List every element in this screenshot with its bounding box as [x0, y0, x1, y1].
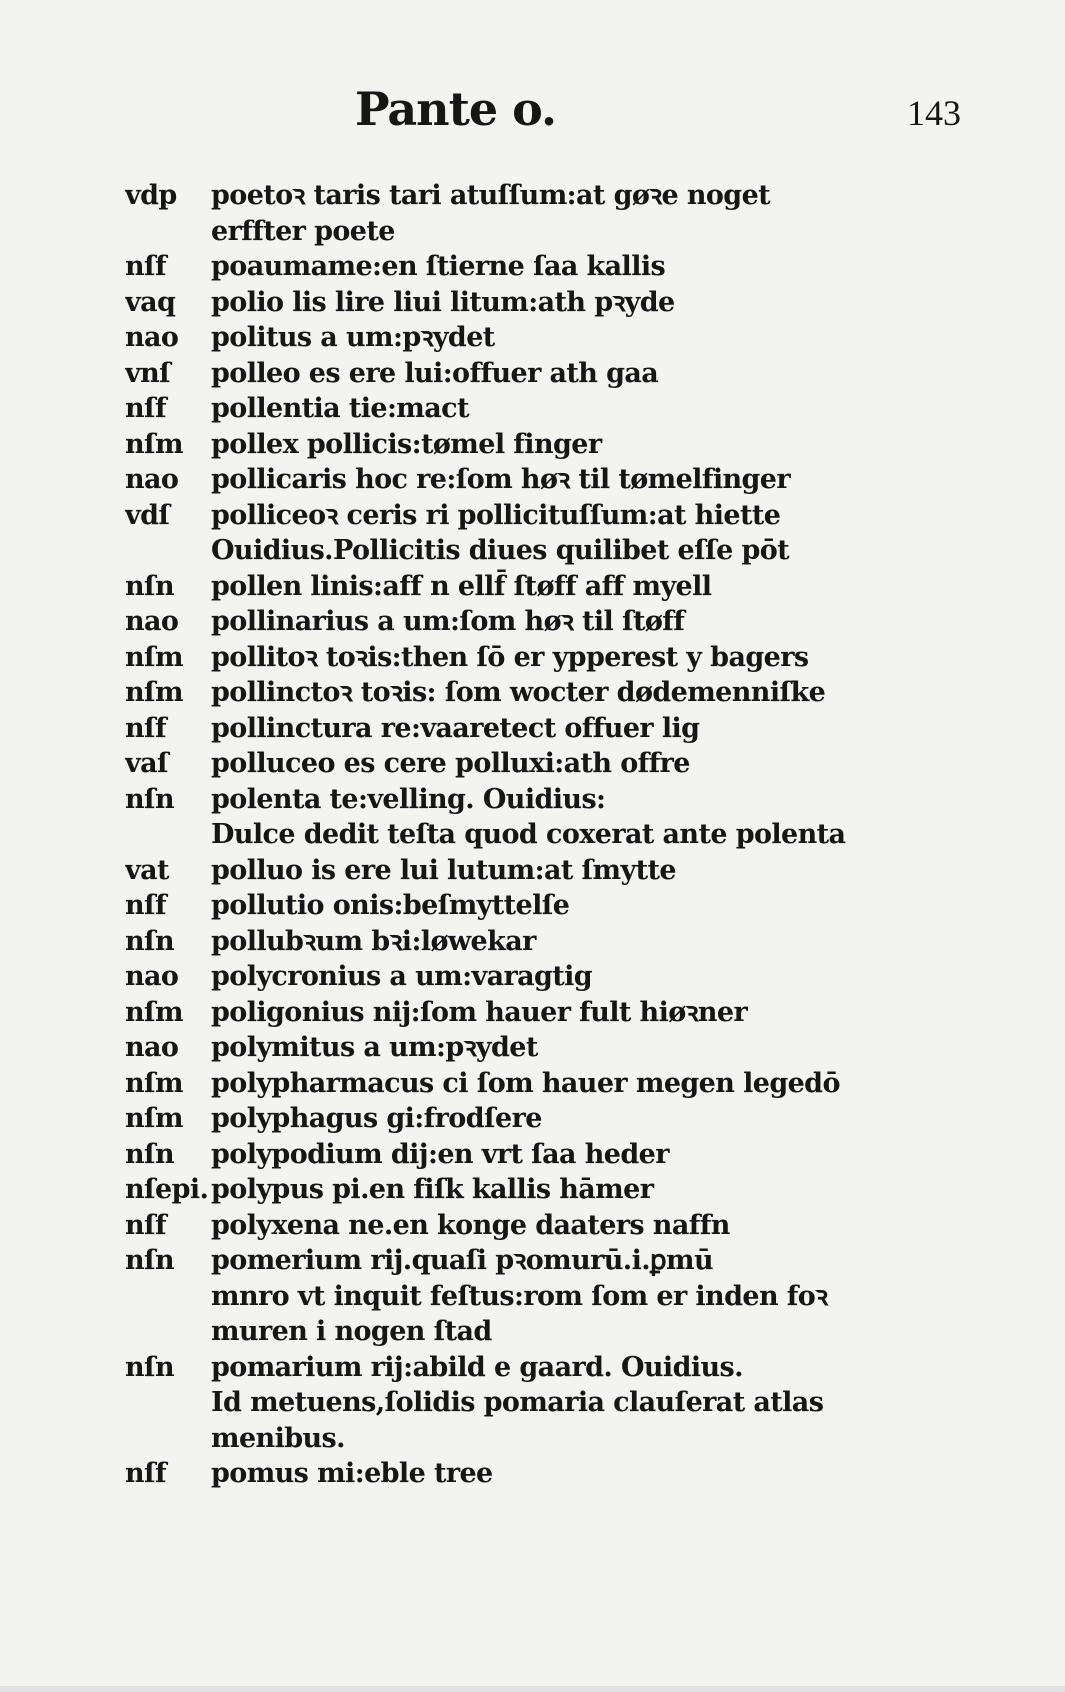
grammar-code: nao: [125, 606, 179, 637]
dictionary-entry: [125, 1101, 955, 1137]
entry-text: pomarium rij:abild e gaard. Ouidius.: [211, 1351, 743, 1383]
entry-text: poligonius nij:ſom hauer fult hiøꝛner: [211, 996, 748, 1028]
grammar-code: nſf: [125, 1209, 167, 1241]
dictionary-entry: [125, 498, 955, 534]
dictionary-entry: [125, 1208, 955, 1244]
entry-text: menibus.: [211, 1422, 345, 1454]
grammar-code: nao: [125, 1032, 179, 1063]
entry-text: polypus pi.en fiſk kallis hāmer: [211, 1174, 654, 1205]
dictionary-entry: [125, 959, 955, 995]
grammar-code: nſf: [125, 890, 167, 921]
grammar-code: nſn: [125, 1138, 175, 1170]
entry-text: polio lis lire liui litum:ath pꝛyde: [211, 286, 675, 318]
dictionary-entry: [125, 214, 955, 250]
dictionary-entry: [125, 888, 955, 924]
dictionary-entry: [125, 320, 955, 356]
grammar-code: vdp: [125, 180, 177, 211]
grammar-code: nſf: [125, 712, 167, 744]
entry-text: pollutio onis:beſmyttelſe: [211, 890, 570, 921]
entry-text: polymitus a um:pꝛydet: [211, 1032, 538, 1063]
dictionary-entry: [125, 924, 955, 960]
dictionary-entry: [125, 1172, 955, 1208]
grammar-code: nſf: [125, 251, 167, 282]
entry-text: polluo is ere lui lutum:at ſmytte: [211, 854, 676, 886]
entry-text: Id metuens,ſolidis pomaria clauſerat atlas: [211, 1387, 824, 1418]
entry-text: polyphagus gi:frodſere: [211, 1103, 542, 1134]
entry-text: pollinctura re:vaaretect offuer lig: [211, 712, 700, 744]
dictionary-entry: [125, 675, 955, 711]
grammar-code: nſn: [125, 1351, 175, 1383]
grammar-code: nſm: [125, 428, 184, 460]
entry-text: pollinarius a um:ſom høꝛ til ſtøff: [211, 606, 685, 637]
entry-text: pomus mi:eble tree: [211, 1458, 493, 1489]
dictionary-entry: [125, 1456, 955, 1492]
scan-edge: [0, 1686, 1065, 1692]
dictionary-entry: [125, 285, 955, 321]
grammar-code: vat: [125, 854, 169, 886]
entry-text: polenta te:velling. Ouidius:: [211, 783, 606, 815]
grammar-code: nao: [125, 961, 179, 992]
dictionary-entry: [125, 604, 955, 640]
grammar-code: vaſ: [125, 748, 168, 779]
entry-text: politus a um:pꝛydet: [211, 322, 495, 353]
entry-text: muren i nogen ſtad: [211, 1316, 492, 1347]
grammar-code: vaq: [125, 286, 176, 318]
entry-text: pollex pollicis:tømel finger: [211, 428, 602, 460]
dictionary-entry: [125, 1385, 955, 1421]
dictionary-entry: [125, 462, 955, 498]
grammar-code: nſn: [125, 1245, 175, 1276]
entry-text: polycronius a um:varagtig: [211, 961, 593, 992]
dictionary-entry: [125, 782, 955, 818]
entry-text: polliceoꝛ ceris ri pollicituſſum:at hiette: [211, 499, 781, 531]
dictionary-entry: [125, 427, 955, 463]
entry-text: erffter poete: [211, 215, 395, 247]
entry-text: pollitoꝛ toꝛis:then ſō er ypperest y bagers: [211, 641, 809, 673]
entry-text: Ouidius.Pollicitis diues quilibet eſſe pōt: [211, 535, 790, 566]
dictionary-entry: [125, 391, 955, 427]
grammar-code: nſm: [125, 641, 184, 673]
page-number: 143: [907, 93, 961, 133]
grammar-code: nſepi.: [125, 1174, 209, 1205]
dictionary-entry: [125, 746, 955, 782]
dictionary-entry: [125, 1314, 955, 1350]
grammar-code: nſm: [125, 1067, 184, 1099]
entry-text: pollentia tie:mact: [211, 393, 469, 424]
grammar-code: nſf: [125, 1458, 167, 1489]
entry-text: pollinctoꝛ toꝛis: ſom wocter dødemenniſke: [211, 677, 826, 708]
grammar-code: nſm: [125, 677, 184, 708]
grammar-code: nſn: [125, 925, 175, 957]
entry-text: poetoꝛ taris tari atuſſum:at gøꝛe noget: [211, 180, 771, 211]
grammar-code: vnſ: [125, 357, 171, 389]
entry-text: pollicaris hoc re:ſom høꝛ til tømelfinger: [211, 464, 791, 495]
entry-text: polypodium dij:en vrt ſaa heder: [211, 1138, 669, 1170]
entry-text: poaumame:en ſtierne ſaa kallis: [211, 251, 666, 282]
dictionary-entry: [125, 249, 955, 285]
entry-text: pollubꝛum bꝛi:løwekar: [211, 925, 536, 957]
entry-text: polyxena ne.en konge daaters naffn: [211, 1209, 730, 1241]
entry-text: polluceo es cere polluxi:ath offre: [211, 748, 690, 779]
dictionary-entry: [125, 1030, 955, 1066]
grammar-code: nſm: [125, 996, 184, 1028]
dictionary-entry: [125, 711, 955, 747]
grammar-code: nſm: [125, 1103, 184, 1134]
dictionary-entry: [125, 853, 955, 889]
entry-text: polypharmacus ci ſom hauer megen legedō: [211, 1067, 840, 1099]
dictionary-entry: [125, 178, 955, 214]
dictionary-entry: [125, 640, 955, 676]
grammar-code: nſn: [125, 570, 175, 602]
dictionary-entry: [125, 1279, 955, 1315]
dictionary-entry: [125, 995, 955, 1031]
grammar-code: vdſ: [125, 499, 170, 531]
dictionary-entry: [125, 356, 955, 392]
entry-text: polleo es ere lui:offuer ath gaa: [211, 357, 659, 389]
dictionary-entry: [125, 1350, 955, 1386]
dictionary-entry: [125, 1066, 955, 1102]
entry-text: pollen linis:aff n ellf̄ ſtøff aff myell: [211, 570, 712, 602]
dictionary-entries: [125, 178, 955, 1492]
entry-text: mnro vt inquit feſtus:rom ſom er inden foꝛ: [211, 1280, 828, 1312]
grammar-code: nao: [125, 464, 179, 495]
dictionary-entry: [125, 569, 955, 605]
entry-text: Dulce dedit teſta quod coxerat ante polenta: [211, 819, 846, 850]
entry-text: pomerium rij.quaſi pꝛomurū.i.ꝑmū: [211, 1245, 714, 1276]
dictionary-entry: [125, 1137, 955, 1173]
dictionary-entry: [125, 817, 955, 853]
dictionary-entry: [125, 533, 955, 569]
grammar-code: nſf: [125, 393, 167, 424]
running-head: Pante o.: [355, 82, 557, 136]
grammar-code: nao: [125, 322, 179, 353]
dictionary-entry: [125, 1243, 955, 1279]
dictionary-entry: [125, 1421, 955, 1457]
grammar-code: nſn: [125, 783, 175, 815]
